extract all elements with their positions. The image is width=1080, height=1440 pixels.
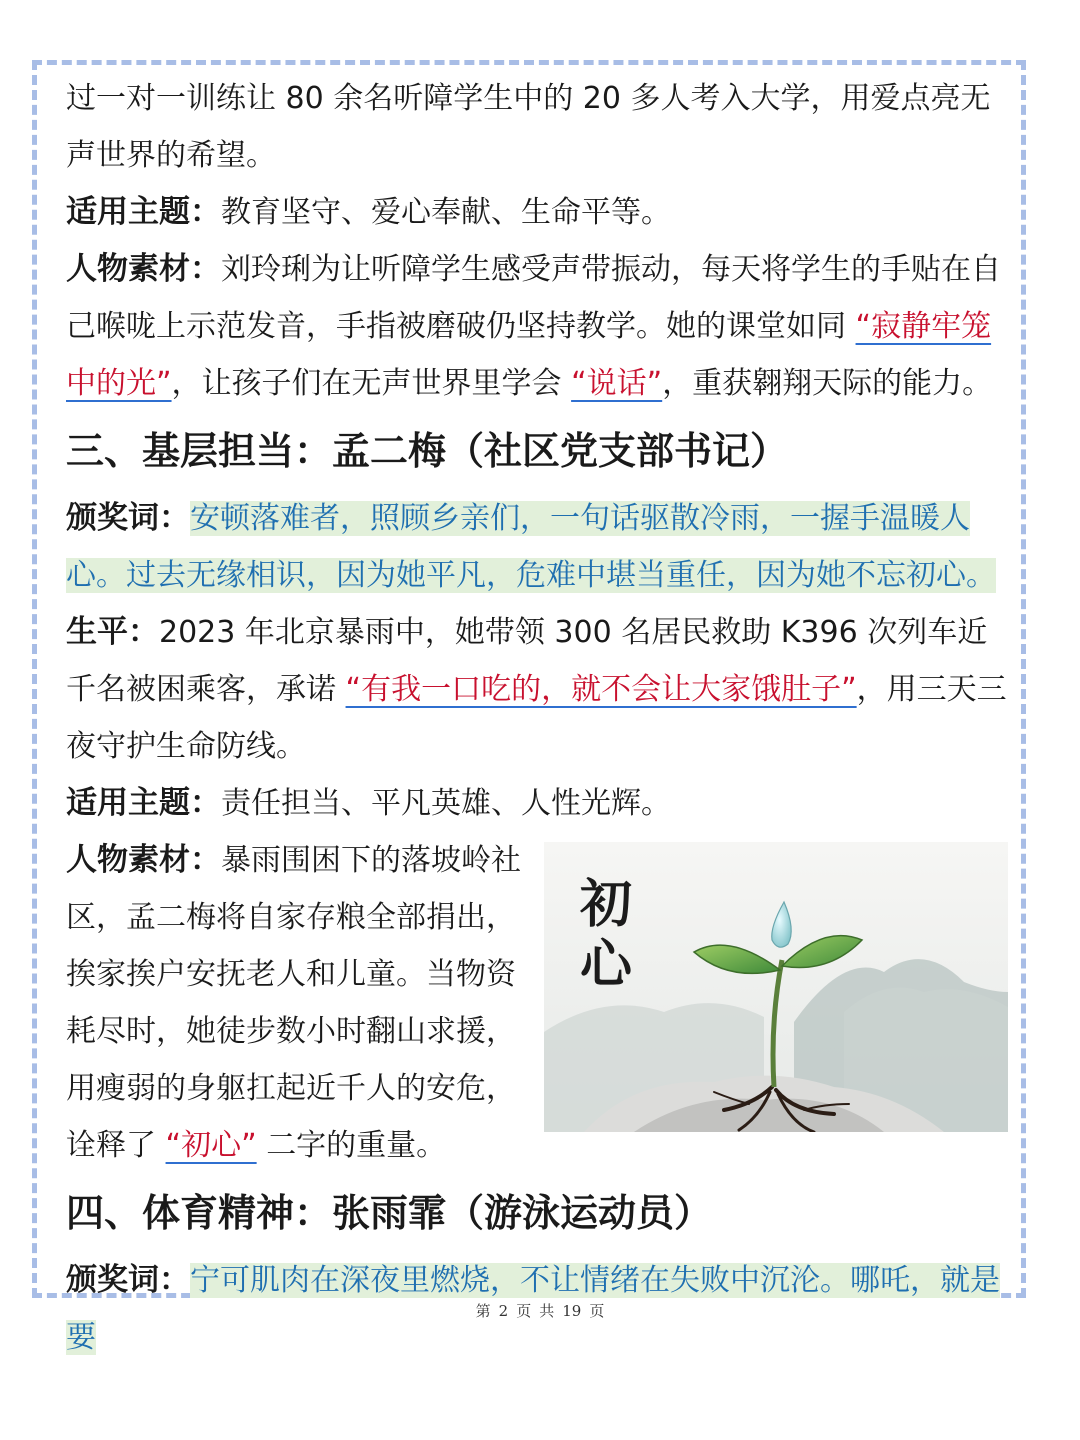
s4-award-text: 宁可肌肉在深夜里燃烧，不让情绪在失败中沉沦。哪吒，就是要 <box>66 1263 1000 1355</box>
s3-quote-chuxin: “初心” <box>165 1128 257 1163</box>
s3-theme-text: 责任担当、平凡英雄、人性光辉。 <box>221 786 671 821</box>
footer-w1: 第 <box>475 1302 491 1320</box>
s3-bio-paragraph <box>66 604 1016 775</box>
s3-material-block <box>66 832 1016 1174</box>
s3-theme-paragraph <box>66 775 1016 832</box>
s3-bio-label: 生平： <box>66 614 159 650</box>
s3-award-label: 颁奖词： <box>66 500 190 536</box>
footer-w2: 页 <box>516 1302 532 1320</box>
s2-material-label: 人物素材： <box>66 251 221 287</box>
s3-bio-quote: “有我一口吃的，就不会让大家饿肚子” <box>345 672 857 707</box>
footer-total-pages: 19 <box>562 1302 582 1320</box>
footer-w4: 页 <box>589 1302 605 1320</box>
s2-material-text-1: 刘玲琍为让听障学生感受声带振动，每天将学生的手贴在自己喉咙上示范发音，手指被磨破仍坚持教学。她的课堂如同 <box>66 252 1001 344</box>
seedling-illustration <box>544 842 1008 1132</box>
s3-material-label: 人物素材： <box>66 842 221 878</box>
s3-award-paragraph <box>66 490 1016 604</box>
s2-theme-paragraph <box>66 184 1016 241</box>
s2-quote-speak: “说话” <box>571 366 663 401</box>
section4-heading: 四、体育精神：张雨霏（游泳运动员） <box>66 1191 713 1235</box>
footer-page-number: 2 <box>498 1302 509 1320</box>
s2-quote-light: “寂静牢笼中的光” <box>66 309 992 401</box>
s3-bio-text-1: 2023 年北京暴雨中，她带领 300 名居民救助 K396 次列车近千名被困乘客，承诺 <box>66 615 988 707</box>
s2-theme-text: 教育坚守、爱心奉献、生命平等。 <box>221 195 671 230</box>
section3-heading: 三、基层担当：孟二梅（社区党支部书记） <box>66 429 789 473</box>
s3-material-text-1: 暴雨围困下的落坡岭社区，孟二梅将自家存粮全部捐出，挨家挨户安抚老人和儿童。当物资耗尽时，她徒步数小时翻山求援，用瘦弱的身躯扛起近千人的安危，诠释了 <box>66 843 521 1163</box>
s2-material-text-3: ，重获翱翔天际的能力。 <box>662 366 993 401</box>
s2-theme-label: 适用主题： <box>66 194 221 230</box>
page-footer <box>0 1300 1080 1321</box>
s2-material-text-2: ，让孩子们在无声世界里学会 <box>171 366 562 401</box>
intro-text: 过一对一训练让 80 余名听障学生中的 20 多人考入大学，用爱点亮无声世界的希望。 <box>66 81 991 173</box>
intro-paragraph <box>66 70 1016 184</box>
image-caption-char-1: 初 <box>580 874 633 935</box>
s3-bio-text-2: ，用三天三夜守护生命防线。 <box>66 672 1007 764</box>
image-caption-char-2: 心 <box>580 934 633 995</box>
s4-award-label: 颁奖词： <box>66 1262 190 1298</box>
s3-material-text-2: 二字的重量。 <box>266 1128 447 1163</box>
s3-theme-label: 适用主题： <box>66 785 221 821</box>
s3-award-text: 安顿落难者，照顾乡亲们，一句话驱散冷雨，一握手温暖人心。过去无缘相识，因为她平凡，危难中堪当重任，因为她不忘初心。 <box>66 501 996 593</box>
document-body <box>66 70 1016 1366</box>
s3-material-paragraph <box>66 832 528 1174</box>
footer-w3: 共 <box>539 1302 555 1320</box>
s2-material-paragraph <box>66 241 1016 412</box>
